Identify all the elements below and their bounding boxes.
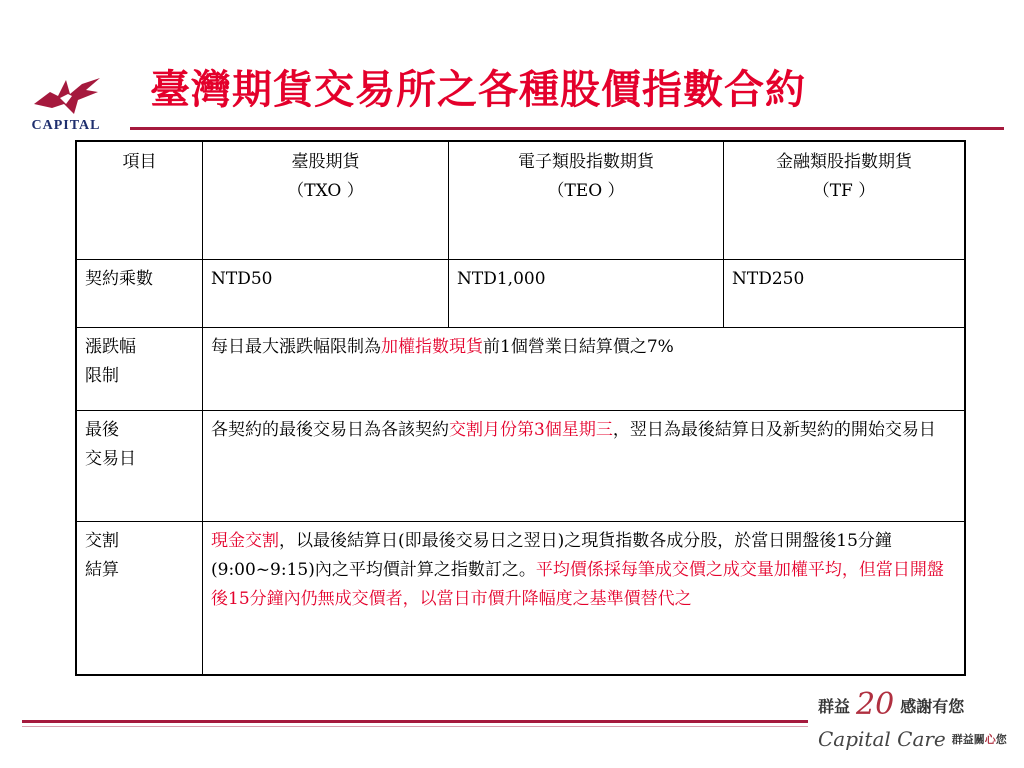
settlement-label-line1: 交割: [85, 530, 119, 551]
page-title: 臺灣期貨交易所之各種股價指數合約: [150, 66, 806, 113]
table-row-multiplier: [76, 259, 965, 327]
eagle-logo-icon: [30, 74, 102, 118]
price-limit-text-a: 每日最大漲跌幅限制為: [211, 336, 381, 357]
multiplier-teo: NTD1,000: [449, 259, 724, 327]
settlement-highlight-average: 平均價係採每筆成交價之成交量加權平均，但當日開盤後15分鐘內仍無成交價者，以當日市價升降幅度之基準價替代之: [211, 559, 944, 609]
last-trading-highlight: 交割月份第3個星期三: [449, 419, 613, 440]
logo-text: CAPITAL: [31, 118, 101, 133]
table-row-settlement: [76, 521, 965, 675]
table-row-price-limit: [76, 327, 965, 410]
row-label-settlement: [76, 521, 203, 675]
header-teo: [449, 141, 724, 259]
last-trading-label-line2: 交易日: [85, 448, 136, 469]
footer-divider: [22, 720, 808, 723]
last-trading-text: [203, 410, 966, 521]
header-item-label: 項目: [122, 152, 157, 172]
table-header-row: [76, 141, 965, 259]
header-teo-name: 電子類股指數期貨: [518, 152, 654, 172]
settlement-label-line2: 結算: [85, 559, 119, 580]
price-limit-label-line2: 限制: [85, 365, 119, 386]
header-tf-name: 金融類股指數期貨: [776, 152, 912, 172]
header-teo-code: （TEO ）: [547, 181, 625, 201]
capital-care-slogan: [952, 731, 1007, 747]
multiplier-tf: NTD250: [724, 259, 966, 327]
settlement-text: [203, 521, 966, 675]
anniversary-number: 20: [856, 687, 895, 722]
multiplier-txo: NTD50: [203, 259, 449, 327]
header-txo-name: 臺股期貨: [291, 152, 360, 172]
header-tf: [724, 141, 966, 259]
footer-anniversary-brand: [818, 687, 1014, 722]
header-txo-code: （TXO ）: [287, 181, 364, 201]
last-trading-text-b: ，翌日為最後結算日及新契約的開始交易日: [612, 419, 936, 440]
slogan-part-a: 群益關: [951, 733, 985, 746]
capital-care-text: Capital Care: [818, 727, 946, 751]
price-limit-text-b: 前1個營業日結算價之7%: [483, 336, 674, 357]
footer-divider-thin: [22, 726, 808, 727]
last-trading-text-a: 各契約的最後交易日為各該契約: [211, 419, 449, 440]
price-limit-highlight: 加權指數現貨: [381, 336, 483, 357]
footer-capital-care: [818, 726, 1014, 752]
settlement-text-a: ，以最後結算日(即最後交易日之翌日)之現貨指數各成分股，於當日開盤後15分鐘(9:00~9:15)內之平均價計算之指數訂之。: [211, 530, 892, 580]
slogan-heart: 心: [984, 733, 996, 746]
price-limit-label-line1: 漲跌幅: [85, 336, 136, 357]
brand-name: 群益: [818, 696, 851, 716]
contract-spec-table: [75, 140, 966, 676]
table-row-last-trading: [76, 410, 965, 521]
header-tf-code: （TF ）: [812, 181, 876, 201]
capital-logo: [12, 74, 120, 136]
last-trading-label-line1: 最後: [85, 419, 119, 440]
settlement-highlight-cash: 現金交割: [211, 530, 279, 551]
slogan-part-b: 您: [995, 733, 1007, 746]
header-txo: [203, 141, 449, 259]
title-divider: [130, 127, 1004, 130]
row-label-price-limit: [76, 327, 203, 410]
header-item: [76, 141, 203, 259]
row-label-multiplier: 契約乘數: [76, 259, 203, 327]
price-limit-text: [203, 327, 966, 410]
row-label-last-trading: [76, 410, 203, 521]
brand-thanks: 感謝有您: [900, 696, 965, 716]
